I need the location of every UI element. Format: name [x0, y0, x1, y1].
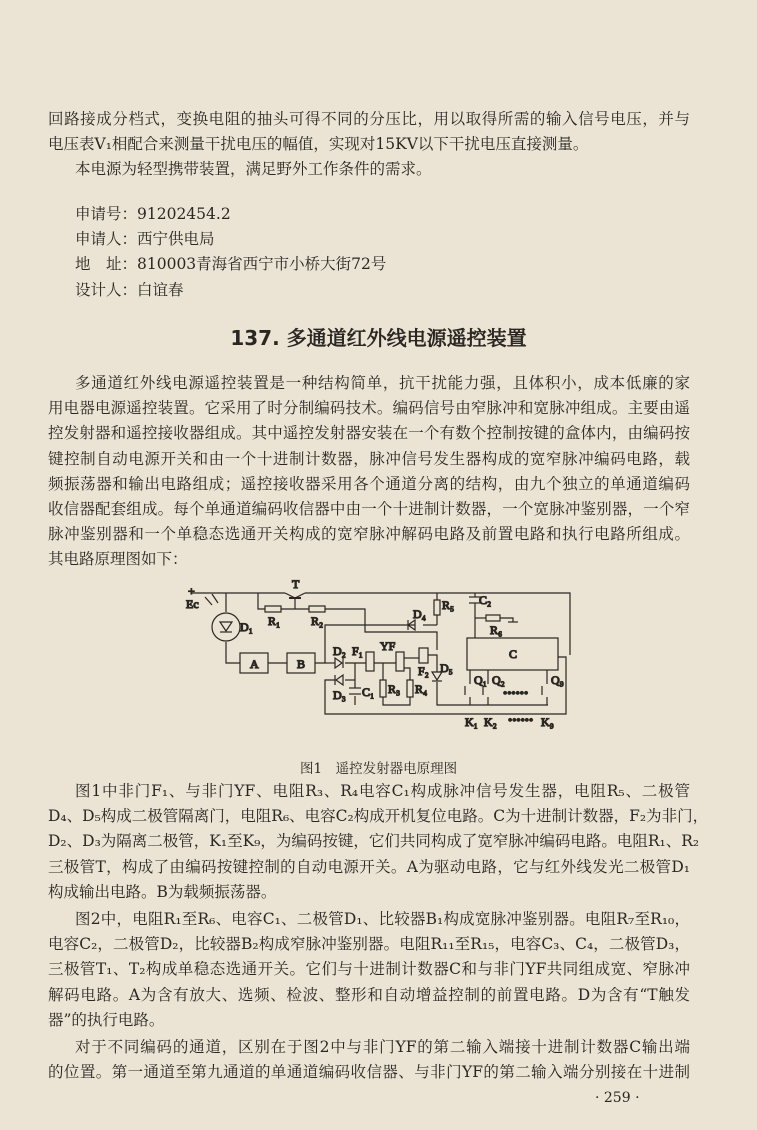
label-c: C [509, 647, 518, 661]
label-k-dots: •••••• [508, 713, 534, 727]
section-title: 137. 多通道红外线电源遥控装置 [230, 326, 527, 350]
transistor-t [285, 593, 305, 598]
figure-caption: 图1 遥控发射器电原理图 [300, 761, 458, 777]
intro-line: 其电路原理图如下： [48, 550, 188, 569]
fig2-desc-line: 解码电路。A为含有放大、选频、检波、整形和自动增益控制的前置电路。D为含有“T触发 [48, 985, 690, 1004]
label-k9: K₉ [541, 715, 554, 729]
fig1-desc-line: 图1中非门F₁、与非门YF、电阻R₃、R₄电容C₁构成脉冲信号发生器，电阻R₅、二极管 [75, 782, 690, 800]
label-d2: D₂ [333, 644, 346, 658]
label-ec: Ec [186, 597, 199, 611]
label-t: T [292, 577, 300, 591]
channels-line: 的位置。第一通道至第九通道的单通道编码收信器、与非门YF的第二输入端分别接在十进制 [48, 1063, 690, 1082]
label-k2: K₂ [484, 715, 497, 729]
page-number: · 259 · [595, 1090, 640, 1106]
label-q-dots: •••••• [503, 686, 529, 700]
prev-info-line: 申请人：西宁供电局 [75, 230, 215, 249]
label-c1: C₁ [362, 685, 375, 699]
label-f2: F₂ [418, 664, 429, 678]
fig1-desc-line: D₂、D₃为隔离二极管，K₁至K₉，为编码按键，它们共同构成了宽窄脉冲编码电路。电阻R₁、R₂ [48, 832, 700, 851]
label-r3: R₃ [388, 682, 401, 696]
prev-info-line: 地 址：810003青海省西宁市小桥大街72号 [75, 255, 387, 274]
fig1-desc-line: 三极管T，构成了由编码按键控制的自动电源开关。A为驱动电路，它与红外线发光二极管D₁ [48, 857, 690, 876]
label-r4: R₄ [415, 682, 428, 696]
label-f1: F₁ [352, 644, 363, 658]
intro-line: 脉冲鉴别器和一个单稳态选通开关构成的宽窄脉冲解码电路及前置电路和执行电路所组成。 [48, 525, 690, 544]
label-plus: + [188, 584, 195, 598]
channels-line: 对于不同编码的通道，区别在于图2中与非门YF的第二输入端接十进制计数器C输出端 [75, 1038, 690, 1056]
prev-para-line: 电压表V₁相配合来测量干扰电压的幅值，实现对15KV以下干扰电压直接测量。 [48, 135, 589, 154]
label-b: B [297, 657, 306, 671]
label-k1: K₁ [465, 715, 478, 729]
label-r1: R₁ [268, 614, 281, 628]
label-r5: R₅ [442, 598, 455, 612]
fig2-desc-line: 图2中，电阻R₁至R₆、电容C₁、二极管D₁、比较器B₁构成宽脉冲鉴别器。电阻R₇至R₁₀， [75, 910, 690, 928]
fig2-desc-line: 器”的执行电路。 [48, 1010, 165, 1029]
label-yf: YF [380, 639, 396, 653]
intro-line: 多通道红外线电源遥控装置是一种结构简单，抗干扰能力强，且体积小，成本低廉的家 [75, 374, 690, 392]
intro-line: 键控制自动电源开关和由一个十进制计数器，脉冲信号发生器构成的宽窄脉冲编码电路，载 [48, 449, 690, 468]
label-q9: Q₉ [551, 673, 564, 687]
prev-para-2-line: 本电源为轻型携带装置，满足野外工作条件的需求。 [75, 160, 432, 178]
fig2-desc-line: 三极管T₁、T₂构成单稳态选通开关。它们与十进制计数器C和与非门YF共同组成宽、窄脉冲 [48, 960, 690, 979]
label-q2: Q₂ [492, 673, 505, 687]
label-d1: D₁ [240, 620, 253, 634]
prev-info-line: 申请号：91202454.2 [75, 205, 231, 223]
label-d4: D₄ [413, 607, 426, 621]
fig1-desc-line: 构成输出电路。B为载频振荡器。 [48, 882, 277, 901]
label-r2: R₂ [311, 614, 324, 628]
intro-line: 用电器电源遥控装置。它采用了时分制编码技术。编码信号由窄脉冲和宽脉冲组成。主要由遥 [48, 399, 690, 418]
circuit-diagram [170, 572, 610, 747]
label-d5: D₅ [440, 661, 453, 675]
prev-info-line: 设计人：白谊春 [75, 280, 184, 299]
fig2-desc-line: 电容C₂，二极管D₂，比较器B₂构成窄脉冲鉴别器。电阻R₁₁至R₁₅，电容C₃、C₄，二极管D₃， [48, 935, 690, 954]
fig1-desc-line: D₄、D₅构成二极管隔离门，电阻R₆、电容C₂构成开机复位电路。C为十进制计数器，F₂为非门， [48, 807, 709, 826]
intro-line: 频振荡器和输出电路组成；遥控接收器采用各个通道分离的结构，由九个独立的单通道编码 [48, 474, 690, 493]
label-a: A [250, 657, 259, 671]
intro-line: 收信器配套组成。每个单通道编码收信器中由一个十进制计数器，一个宽脉冲鉴别器，一个窄 [48, 500, 690, 518]
label-c2: C₂ [479, 593, 492, 607]
label-d3: D₃ [333, 688, 346, 702]
prev-para-line: 回路接成分档式，变换电阻的抽头可得不同的分压比，用以取得所需的输入信号电压，并与 [48, 110, 690, 128]
label-r6: R₆ [490, 623, 503, 637]
intro-line: 控发射器和遥控接收器组成。其中遥控发射器安装在一个有数个控制按键的盒体内，由编码按 [48, 424, 690, 443]
led-d1 [205, 594, 240, 641]
label-q1: Q₁ [474, 673, 487, 687]
